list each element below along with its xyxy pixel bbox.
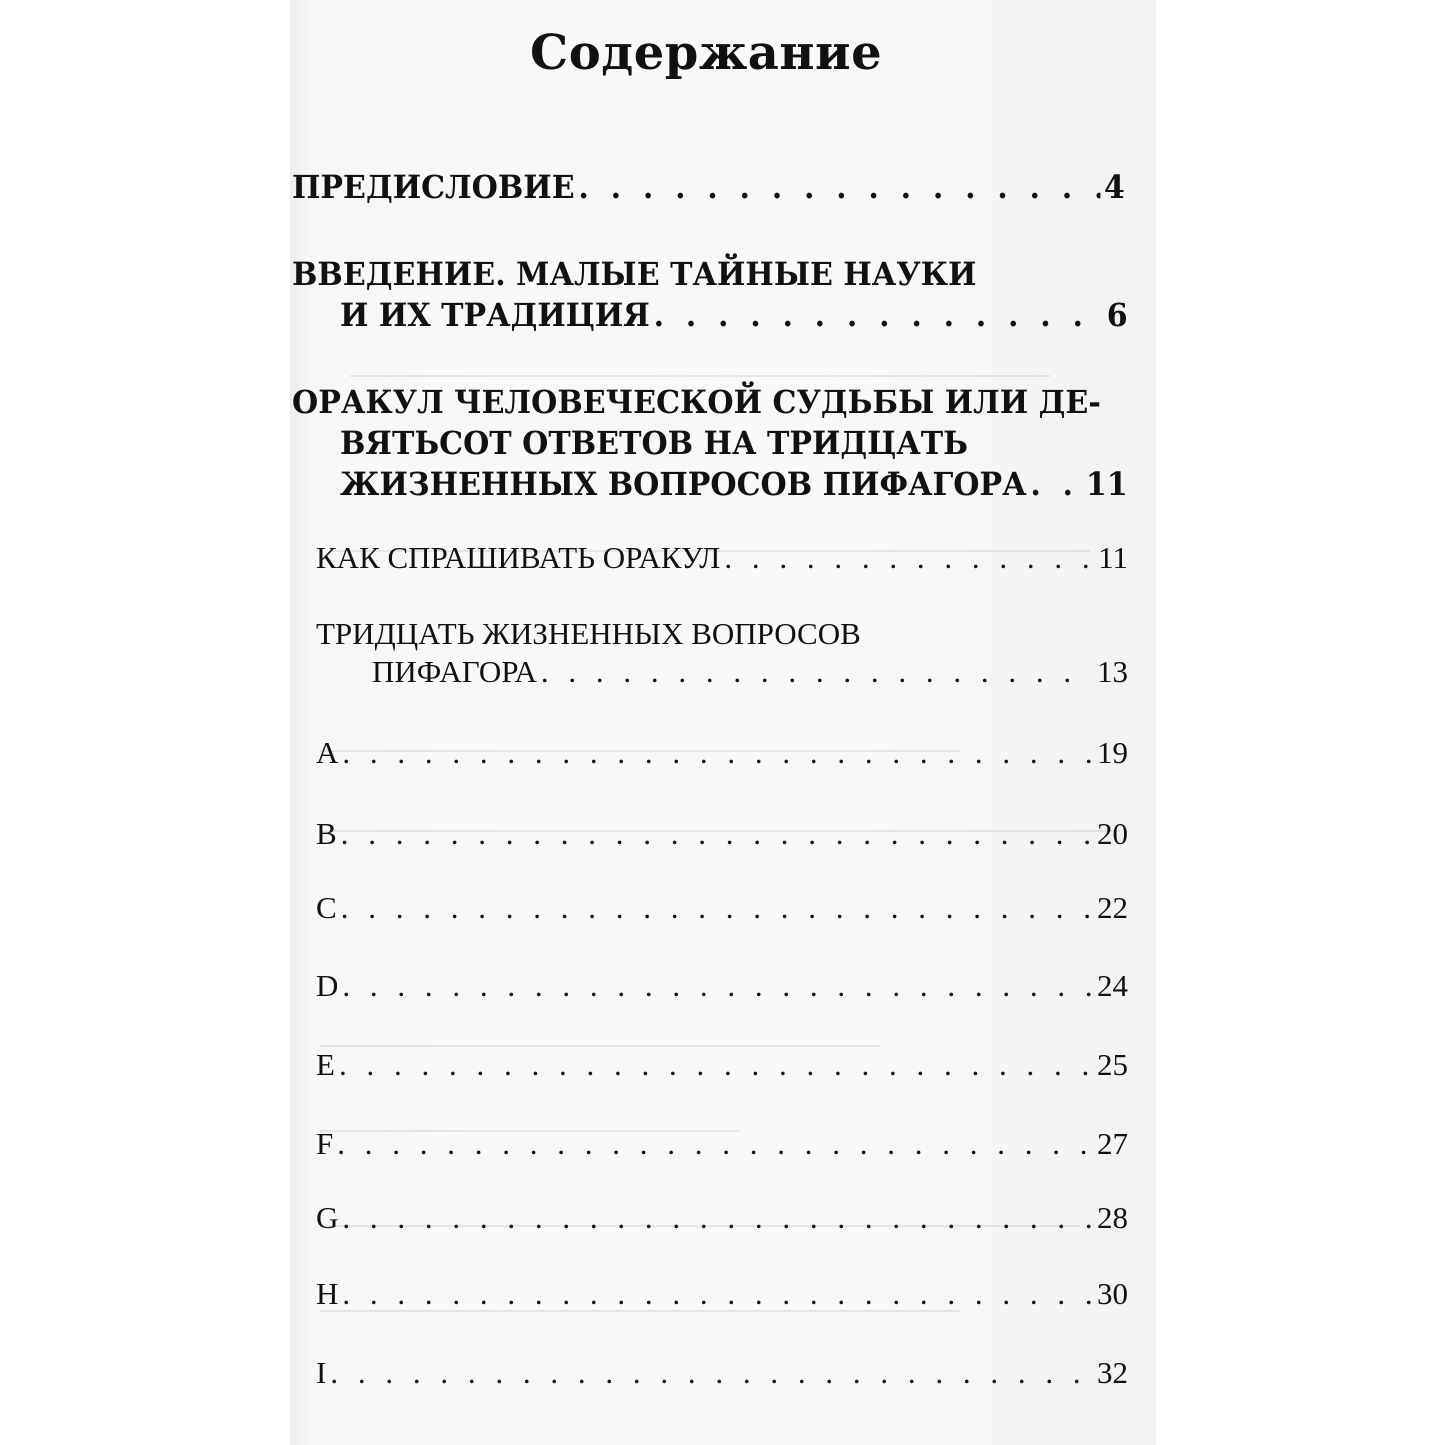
toc-page-number: 22 (1097, 890, 1128, 925)
toc-entry-title: H (316, 1276, 339, 1311)
toc-entry-letter[interactable] (316, 735, 1128, 771)
toc-entry-title: ЖИЗНЕННЫХ ВОПРОСОВ ПИФАГОРА (340, 465, 1027, 503)
toc-entry-letter[interactable] (316, 1276, 1128, 1312)
toc-entry-line: ТРИДЦАТЬ ЖИЗНЕННЫХ ВОПРОСОВ (316, 616, 861, 651)
dot-leader (341, 816, 1093, 852)
dot-leader (341, 890, 1093, 926)
toc-page-number: 27 (1097, 1126, 1128, 1161)
dot-leader (342, 968, 1093, 1004)
dot-leader (330, 1355, 1093, 1391)
toc-entry-line: ОРАКУЛ ЧЕЛОВЕЧЕСКОЙ СУДЬБЫ ИЛИ ДЕ- (292, 383, 1101, 421)
page-title: Содержание (530, 25, 883, 81)
toc-entry-letter[interactable] (316, 890, 1128, 926)
toc-entry-title: ПИФАГОРА (372, 654, 537, 689)
dot-leader (342, 735, 1093, 771)
toc-entry-title: I (316, 1355, 327, 1390)
toc-entry-oracle[interactable] (340, 465, 1128, 503)
dot-leader (339, 1047, 1093, 1083)
toc-page-number: 19 (1097, 735, 1128, 770)
toc-entry-thirty-questions[interactable] (372, 654, 1128, 690)
toc-entry-title: ПРЕДИСЛОВИЕ (292, 168, 575, 206)
toc-entry-title: D (316, 968, 339, 1003)
dot-leader (541, 654, 1093, 690)
toc-entry-title: КАК СПРАШИВАТЬ ОРАКУЛ (316, 540, 721, 575)
dot-leader (337, 1126, 1093, 1162)
toc-page-number: 30 (1097, 1276, 1128, 1311)
toc-entry-title: И ИХ ТРАДИЦИЯ (340, 296, 650, 334)
toc-entry-letter[interactable] (316, 1126, 1128, 1162)
dot-leader (654, 296, 1103, 334)
dot-leader (724, 540, 1094, 576)
dot-leader (578, 168, 1100, 206)
toc-entry-title: G (316, 1200, 339, 1235)
toc-page-number: 25 (1097, 1047, 1128, 1082)
toc-page-number: 11 (1098, 540, 1128, 575)
dot-leader (342, 1276, 1093, 1312)
dot-leader (342, 1200, 1093, 1236)
toc-entry-introduction[interactable] (340, 296, 1128, 334)
toc-entry-line: ВВЕДЕНИЕ. МАЛЫЕ ТАЙНЫЕ НАУКИ (292, 255, 977, 293)
toc-page-number: 13 (1097, 654, 1128, 689)
toc-entry-letter[interactable] (316, 1355, 1128, 1391)
toc-entry-title: F (316, 1126, 334, 1161)
toc-entry-title: C (316, 890, 337, 925)
toc-entry-letter[interactable] (316, 816, 1128, 852)
toc-entry-line: ВЯТЬСОТ ОТВЕТОВ НА ТРИДЦАТЬ (340, 424, 968, 462)
toc-page-number: 6 (1106, 296, 1128, 334)
toc-page-number: 11 (1085, 465, 1128, 503)
toc-entry-preface[interactable] (292, 168, 1125, 206)
toc-entry-letter[interactable] (316, 1200, 1128, 1236)
toc-entry-title: A (316, 735, 339, 770)
toc-page-number: 28 (1097, 1200, 1128, 1235)
toc-entry-title: E (316, 1047, 335, 1082)
toc-entry-letter[interactable] (316, 1047, 1128, 1083)
toc-page-number: 20 (1097, 816, 1128, 851)
toc-entry-letter[interactable] (316, 968, 1128, 1004)
toc-page-number: 32 (1097, 1355, 1128, 1390)
toc-entry-how-to-ask[interactable] (316, 540, 1128, 576)
toc-page-number: 4 (1103, 168, 1125, 206)
toc-entry-title: B (316, 816, 337, 851)
toc-page-number: 24 (1097, 968, 1128, 1003)
dot-leader (1030, 465, 1082, 503)
